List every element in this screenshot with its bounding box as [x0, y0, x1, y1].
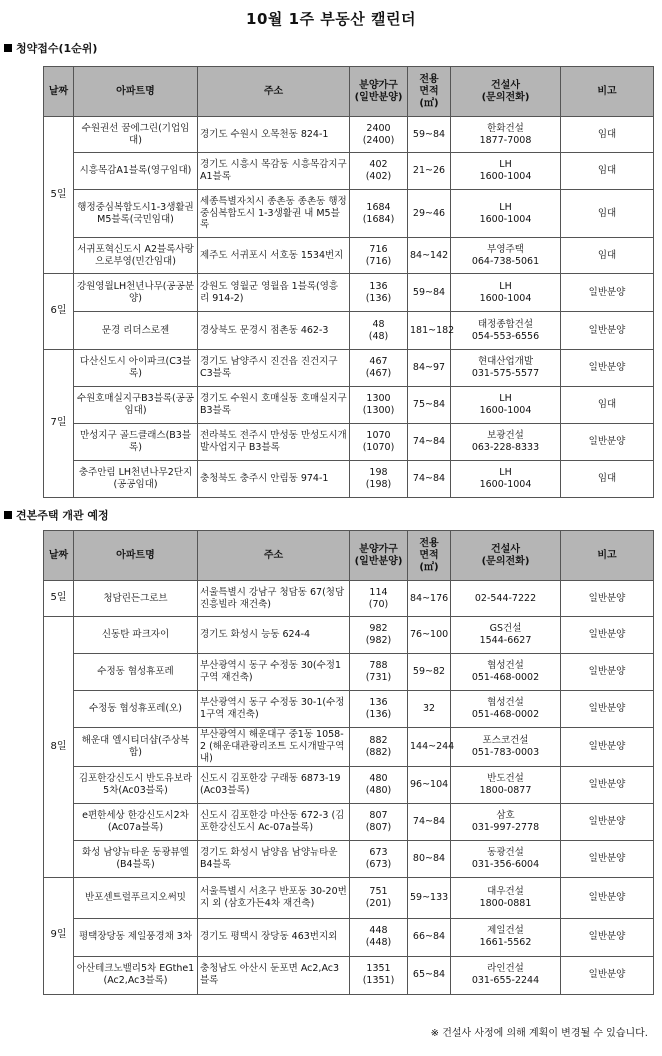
address-cell: 충청남도 아산시 둔포면 Ac2,Ac3블록 — [198, 956, 350, 994]
builder-phone: 02-544-7222 — [474, 592, 537, 604]
address-cell: 신도시 김포한강 구래동 6873-19 (Ac03블록) — [198, 766, 350, 803]
units-total: 982 — [369, 623, 388, 635]
builder-name: LH — [499, 467, 512, 479]
units-cell — [350, 117, 408, 153]
table-row — [44, 190, 654, 238]
remarks-cell: 임대 — [561, 190, 654, 238]
units-total: 2400 — [366, 122, 391, 134]
units-general: (448) — [365, 937, 392, 949]
builder-phone: 1600-1004 — [479, 479, 532, 490]
builder-phone: 1600-1004 — [479, 292, 532, 304]
area-cell: 74~84 — [408, 461, 451, 498]
builder-cell — [451, 956, 561, 994]
page-title: 10월 1주 부동산 캘린더 — [246, 10, 416, 28]
header-builder: 건설사 (문의전화) — [451, 531, 561, 581]
units-general: (1351) — [362, 975, 395, 987]
header-date: 날짜 — [44, 67, 74, 117]
apartment-name-cell: 신동탄 파크자이 — [74, 617, 198, 654]
header-units: 분양가구 (일반분양) — [350, 531, 408, 581]
address-cell: 부산광역시 해운대구 중1동 1058-2 (해운대관광리조트 도시개발구역 내) — [198, 728, 350, 767]
header-remarks: 비고 — [561, 531, 654, 581]
builder-cell — [451, 312, 561, 350]
builder-cell — [451, 728, 561, 767]
builder-cell — [451, 617, 561, 654]
header-remarks: 비고 — [561, 67, 654, 117]
units-general: (201) — [365, 897, 392, 909]
units-general: (48) — [368, 330, 389, 342]
units-cell — [350, 581, 408, 617]
table-row — [44, 691, 654, 728]
builder-name: GS건설 — [489, 623, 522, 635]
address-cell: 경기도 화성시 능동 624-4 — [198, 617, 350, 654]
units-general: (1300) — [362, 405, 395, 416]
units-total: 448 — [369, 925, 388, 937]
table-row — [44, 877, 654, 918]
remarks-cell: 일반분양 — [561, 877, 654, 918]
units-cell — [350, 461, 408, 498]
builder-name: 협성건설 — [487, 660, 524, 672]
remarks-cell: 일반분양 — [561, 691, 654, 728]
table-row — [44, 461, 654, 498]
builder-phone: 1600-1004 — [479, 405, 532, 416]
header-area: 전용 면적 (㎡) — [408, 531, 451, 581]
units-cell — [350, 728, 408, 767]
apartment-name-cell: 해운대 엘시티더샵(주상복합) — [74, 728, 198, 767]
remarks-cell: 임대 — [561, 117, 654, 153]
apartment-name-cell: 수원호매실지구B3블록(공공임대) — [74, 387, 198, 424]
date-cell: 9일 — [44, 877, 74, 994]
date-cell: 7일 — [44, 350, 74, 498]
builder-cell — [451, 840, 561, 877]
units-total: 48 — [372, 318, 385, 330]
remarks-cell: 임대 — [561, 387, 654, 424]
area-cell: 74~84 — [408, 424, 451, 461]
builder-phone: 1800-0877 — [479, 784, 532, 796]
apartment-name-cell: 강원영월LH천년나무(공공분양) — [74, 274, 198, 312]
address-cell: 강원도 영월군 영월읍 1블록(영흥리 914-2) — [198, 274, 350, 312]
units-cell — [350, 153, 408, 190]
address-cell: 경기도 평택시 장당동 463번지외 — [198, 918, 350, 956]
units-cell — [350, 956, 408, 994]
builder-phone: 064-738-5061 — [471, 255, 540, 267]
apartment-name-cell: 아산테크노밸리5차 EGthe1 (Ac2,Ac3블록) — [74, 956, 198, 994]
header-units: 분양가구 (일반분양) — [350, 67, 408, 117]
remarks-cell: 임대 — [561, 153, 654, 190]
units-general: (70) — [368, 598, 389, 610]
builder-name: 반도건설 — [487, 772, 524, 784]
builder-name: LH — [499, 159, 512, 171]
date-cell: 5일 — [44, 117, 74, 274]
builder-name: 부영주택 — [487, 243, 524, 255]
units-total: 114 — [369, 586, 388, 598]
square-bullet-icon — [4, 511, 12, 519]
builder-name: 동광건설 — [487, 846, 524, 858]
units-total: 716 — [369, 243, 388, 255]
apartment-name-cell: 충주안림 LH천년나무2단지(공공임대) — [74, 461, 198, 498]
builder-cell — [451, 766, 561, 803]
builder-phone: 1600-1004 — [479, 171, 532, 182]
builder-name: 한화건설 — [487, 122, 524, 134]
builder-phone: 031-575-5577 — [471, 368, 540, 379]
units-general: (136) — [365, 709, 392, 720]
address-cell: 경기도 수원시 오목천동 824-1 — [198, 117, 350, 153]
builder-phone: 1600-1004 — [479, 213, 532, 225]
units-cell — [350, 238, 408, 274]
remarks-cell: 임대 — [561, 238, 654, 274]
builder-cell — [451, 117, 561, 153]
header-builder: 건설사 (문의전화) — [451, 67, 561, 117]
builder-phone: 051-783-0003 — [471, 746, 540, 758]
remarks-cell: 일반분양 — [561, 617, 654, 654]
builder-name: 제일건설 — [487, 925, 524, 937]
area-cell: 59~82 — [408, 654, 451, 691]
units-total: 1070 — [366, 430, 391, 442]
builder-phone: 031-997-2778 — [471, 821, 540, 833]
units-cell — [350, 424, 408, 461]
table-row — [44, 728, 654, 767]
units-general: (467) — [365, 368, 392, 379]
builder-cell — [451, 153, 561, 190]
apartment-name-cell: 화성 남양뉴타운 동광뷰엘(B4블록) — [74, 840, 198, 877]
table-row — [44, 117, 654, 153]
square-bullet-icon — [4, 44, 12, 52]
address-cell: 세종특별자치시 종촌동 종촌동 행정중심복합도시 1-3생활권 내 M5블록 — [198, 190, 350, 238]
builder-phone: 054-553-6556 — [471, 330, 540, 342]
area-cell: 65~84 — [408, 956, 451, 994]
builder-phone: 1661-5562 — [479, 937, 532, 949]
units-cell — [350, 312, 408, 350]
area-cell: 144~244 — [408, 728, 451, 767]
units-general: (402) — [365, 171, 392, 182]
builder-phone: 051-468-0002 — [471, 672, 540, 683]
units-cell — [350, 617, 408, 654]
builder-cell — [451, 691, 561, 728]
area-cell: 66~84 — [408, 918, 451, 956]
apartment-name-cell: 반포센트럴푸르지오써밋 — [74, 877, 198, 918]
builder-phone: 031-655-2244 — [471, 975, 540, 987]
builder-cell — [451, 654, 561, 691]
table-row — [44, 274, 654, 312]
table-row — [44, 766, 654, 803]
units-total: 1300 — [366, 393, 391, 405]
units-general: (1684) — [362, 213, 395, 225]
units-total: 1351 — [366, 963, 391, 975]
units-cell — [350, 350, 408, 387]
units-cell — [350, 766, 408, 803]
remarks-cell: 일반분양 — [561, 350, 654, 387]
builder-phone: 031-356-6004 — [471, 858, 540, 870]
table-row — [44, 918, 654, 956]
units-total: 788 — [369, 660, 388, 672]
table-row — [44, 424, 654, 461]
address-cell: 경기도 화성시 남양읍 남양뉴타운 B4블록 — [198, 840, 350, 877]
units-cell — [350, 877, 408, 918]
builder-name: 포스코건설 — [482, 734, 529, 746]
builder-cell — [451, 918, 561, 956]
units-total: 198 — [369, 467, 388, 479]
builder-phone: 1877-7008 — [479, 134, 532, 146]
area-cell: 29~46 — [408, 190, 451, 238]
table-row — [44, 617, 654, 654]
units-cell — [350, 803, 408, 840]
builder-name: LH — [499, 393, 512, 405]
table-row — [44, 956, 654, 994]
address-cell: 서울특별시 강남구 청담동 67(청담진흥빌라 재건축) — [198, 581, 350, 617]
units-general: (136) — [365, 292, 392, 304]
builder-name: LH — [499, 280, 512, 292]
units-cell — [350, 918, 408, 956]
address-cell: 부산광역시 동구 수정동 30-1(수정1구역 재건축) — [198, 691, 350, 728]
address-cell: 서울특별시 서초구 반포동 30-20번지 외 (삼호가든4차 재건축) — [198, 877, 350, 918]
area-cell: 181~182 — [408, 312, 451, 350]
units-total: 467 — [369, 356, 388, 368]
remarks-cell: 일반분양 — [561, 918, 654, 956]
builder-cell — [451, 190, 561, 238]
builder-name: 대우건설 — [487, 885, 524, 897]
builder-cell — [451, 461, 561, 498]
header-address: 주소 — [198, 531, 350, 581]
builder-name: 현대산업개발 — [477, 356, 534, 368]
area-cell: 75~84 — [408, 387, 451, 424]
units-cell — [350, 654, 408, 691]
units-total: 402 — [369, 159, 388, 171]
date-cell: 8일 — [44, 617, 74, 878]
builder-name: 보광건설 — [487, 430, 524, 442]
date-cell: 6일 — [44, 274, 74, 350]
units-general: (882) — [365, 746, 392, 758]
apartment-name-cell: 문경 리더스로젠 — [74, 312, 198, 350]
apartment-name-cell: 수원권선 꿈에그린(기업임대) — [74, 117, 198, 153]
header-area: 전용 면적 (㎡) — [408, 67, 451, 117]
units-total: 136 — [369, 697, 388, 709]
units-total: 751 — [369, 885, 388, 897]
area-cell: 74~84 — [408, 803, 451, 840]
apartment-name-cell: 평택장당동 제일풍경채 3차 — [74, 918, 198, 956]
header-address: 주소 — [198, 67, 350, 117]
area-cell: 84~142 — [408, 238, 451, 274]
builder-cell — [451, 581, 561, 617]
apartment-name-cell: 만성지구 골드클래스(B3블록) — [74, 424, 198, 461]
apartment-name-cell: 수정동 협성휴포레(오) — [74, 691, 198, 728]
apartment-name-cell: 시흥목감A1블록(영구임대) — [74, 153, 198, 190]
apartment-name-cell: 수정동 협성휴포레 — [74, 654, 198, 691]
remarks-cell: 일반분양 — [561, 654, 654, 691]
area-cell: 96~104 — [408, 766, 451, 803]
builder-cell — [451, 424, 561, 461]
remarks-cell: 일반분양 — [561, 956, 654, 994]
units-total: 807 — [369, 809, 388, 821]
header-apartment-name: 아파트명 — [74, 531, 198, 581]
table-row — [44, 581, 654, 617]
date-cell: 5일 — [44, 581, 74, 617]
builder-cell — [451, 803, 561, 840]
address-cell: 전라북도 전주시 만성동 만성도시개발사업지구 B3블록 — [198, 424, 350, 461]
builder-phone: 1544-6627 — [479, 635, 532, 646]
apartment-name-cell: 김포한강신도시 반도유보라5차(Ac03블록) — [74, 766, 198, 803]
area-cell: 84~176 — [408, 581, 451, 617]
apartment-name-cell: 행정중심복합도시1-3생활권 M5블록(국민임대) — [74, 190, 198, 238]
address-cell: 경기도 시흥시 목감동 시흥목감지구 A1블록 — [198, 153, 350, 190]
units-general: (480) — [365, 784, 392, 796]
area-cell: 21~26 — [408, 153, 451, 190]
units-general: (807) — [365, 821, 392, 833]
units-total: 882 — [369, 734, 388, 746]
units-general: (2400) — [362, 134, 395, 146]
units-total: 136 — [369, 280, 388, 292]
builder-cell — [451, 274, 561, 312]
apartment-name-cell: 다산신도시 아이파크(C3블록) — [74, 350, 198, 387]
builder-name: LH — [499, 201, 512, 213]
table-row — [44, 312, 654, 350]
address-cell: 부산광역시 동구 수정동 30(수정1구역 재건축) — [198, 654, 350, 691]
builder-cell — [451, 877, 561, 918]
section-heading-subscription: 청약접수(1순위) — [4, 40, 97, 56]
table-row — [44, 387, 654, 424]
address-cell: 경기도 수원시 호매실동 호매실지구 B3블록 — [198, 387, 350, 424]
address-cell: 제주도 서귀포시 서호동 1534번지 — [198, 238, 350, 274]
units-general: (673) — [365, 858, 392, 870]
units-cell — [350, 274, 408, 312]
area-cell: 59~84 — [408, 274, 451, 312]
table-row — [44, 238, 654, 274]
area-cell: 59~84 — [408, 117, 451, 153]
area-cell: 76~100 — [408, 617, 451, 654]
remarks-cell: 일반분양 — [561, 581, 654, 617]
builder-cell — [451, 350, 561, 387]
apartment-name-cell: 청담린든그로브 — [74, 581, 198, 617]
section-heading-model-house: 견본주택 개관 예정 — [4, 507, 109, 523]
builder-name: 삼호 — [496, 809, 515, 821]
address-cell: 경상북도 문경시 점촌동 462-3 — [198, 312, 350, 350]
builder-name: 협성건설 — [487, 697, 524, 709]
address-cell: 충청북도 충주시 안림동 974-1 — [198, 461, 350, 498]
table-row — [44, 840, 654, 877]
apartment-name-cell: e편한세상 한강신도시2차(Ac07a블록) — [74, 803, 198, 840]
header-apartment-name: 아파트명 — [74, 67, 198, 117]
units-total: 673 — [369, 846, 388, 858]
address-cell: 경기도 남양주시 진건읍 진건지구 C3블록 — [198, 350, 350, 387]
builder-cell — [451, 387, 561, 424]
subscription-table — [43, 66, 654, 498]
area-cell: 32 — [408, 691, 451, 728]
units-cell — [350, 840, 408, 877]
table-row — [44, 654, 654, 691]
remarks-cell: 일반분양 — [561, 803, 654, 840]
remarks-cell: 일반분양 — [561, 728, 654, 767]
remarks-cell: 일반분양 — [561, 312, 654, 350]
builder-phone: 051-468-0002 — [471, 709, 540, 720]
table-row — [44, 153, 654, 190]
remarks-cell: 일반분양 — [561, 766, 654, 803]
builder-name: 라인건설 — [487, 963, 524, 975]
units-general: (982) — [365, 635, 392, 646]
apartment-name-cell: 서귀포혁신도시 A2블록사랑으로부영(민간임대) — [74, 238, 198, 274]
units-general: (198) — [365, 479, 392, 490]
remarks-cell: 일반분양 — [561, 424, 654, 461]
area-cell: 80~84 — [408, 840, 451, 877]
builder-phone: 1800-0881 — [479, 897, 532, 909]
units-cell — [350, 691, 408, 728]
table-row — [44, 803, 654, 840]
area-cell: 84~97 — [408, 350, 451, 387]
remarks-cell: 일반분양 — [561, 840, 654, 877]
footnote: ※ 건설사 사정에 의해 계획이 변경될 수 있습니다. — [430, 1028, 648, 1039]
units-total: 480 — [369, 772, 388, 784]
builder-name: 태정종합건설 — [477, 318, 534, 330]
units-general: (716) — [365, 255, 392, 267]
units-total: 1684 — [366, 201, 391, 213]
units-cell — [350, 387, 408, 424]
units-general: (731) — [365, 672, 392, 683]
builder-phone: 063-228-8333 — [471, 442, 540, 453]
model-house-table — [43, 530, 654, 995]
area-cell: 59~133 — [408, 877, 451, 918]
units-cell — [350, 190, 408, 238]
units-general: (1070) — [362, 442, 395, 453]
remarks-cell: 일반분양 — [561, 274, 654, 312]
address-cell: 신도시 김포한강 마산동 672-3 (김포한강신도시 Ac-07a블록) — [198, 803, 350, 840]
builder-cell — [451, 238, 561, 274]
remarks-cell: 임대 — [561, 461, 654, 498]
table-row — [44, 350, 654, 387]
header-date: 날짜 — [44, 531, 74, 581]
